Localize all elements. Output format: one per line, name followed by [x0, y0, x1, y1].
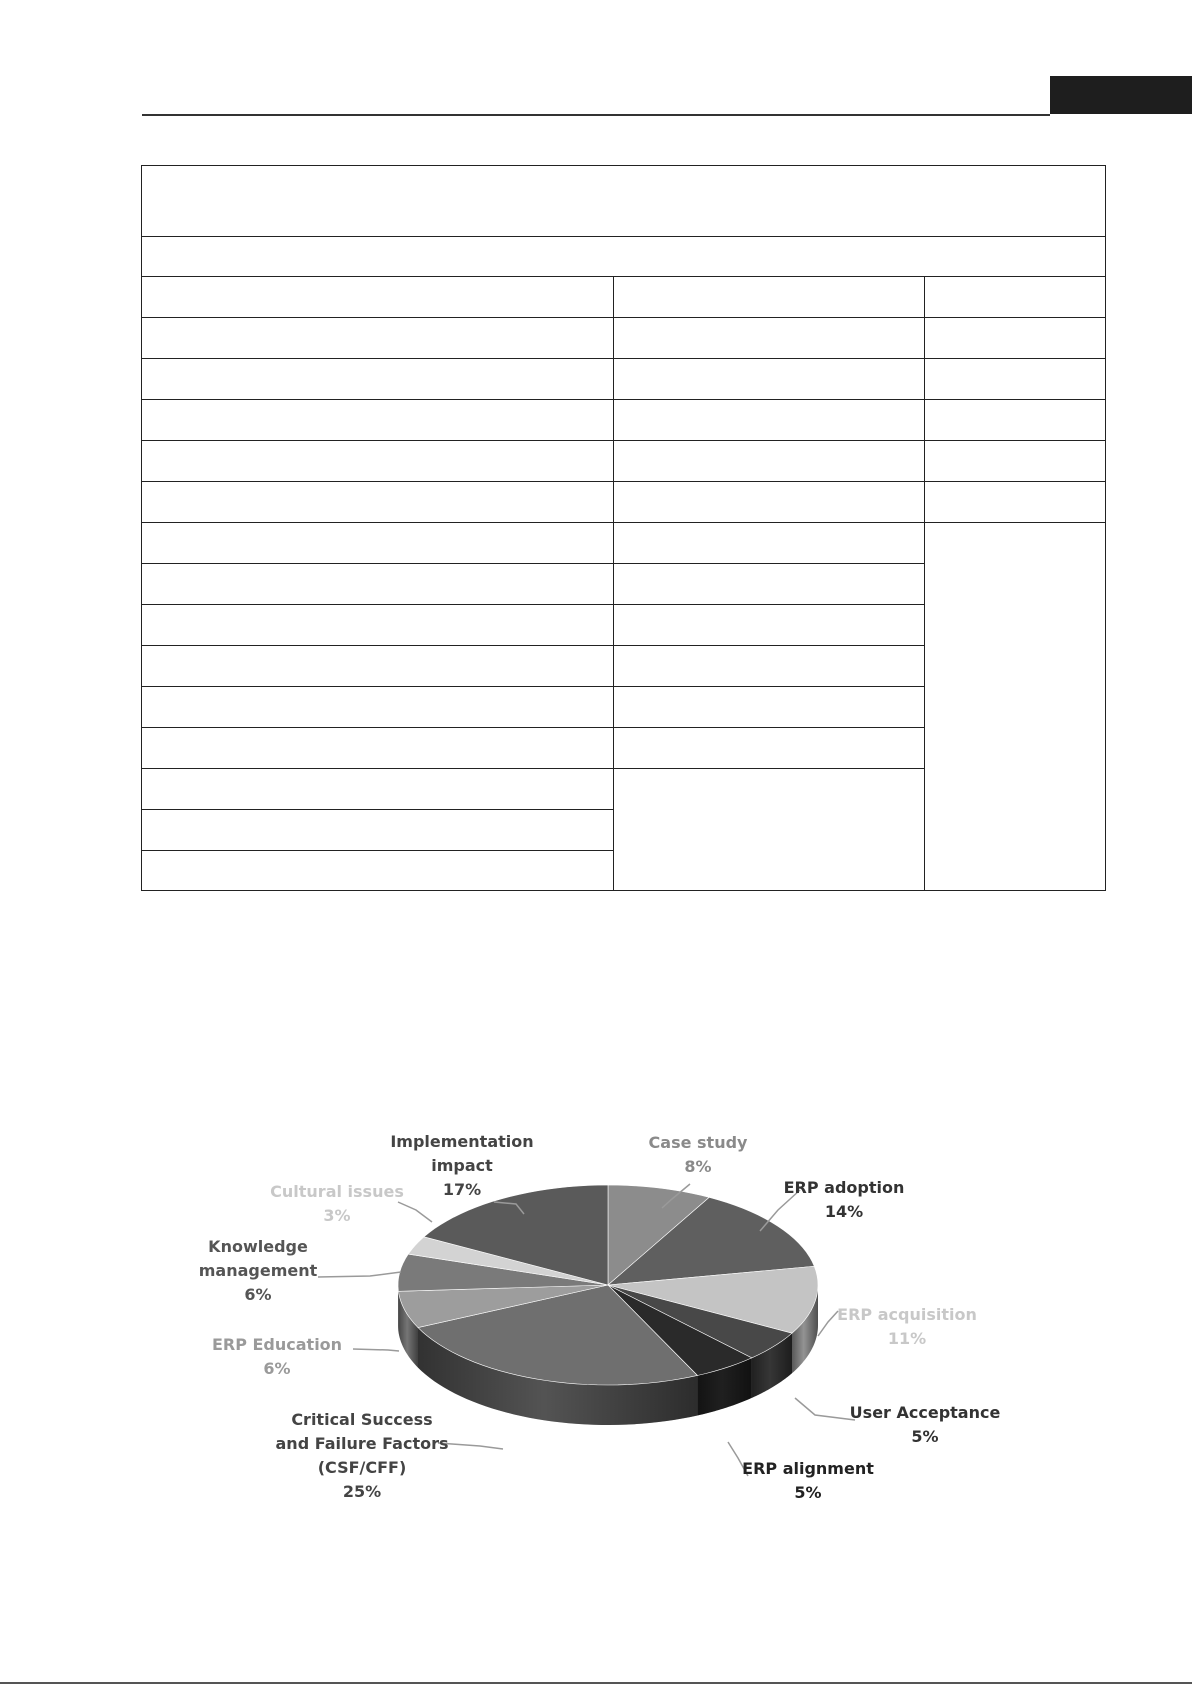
slice-label-text: Case study	[648, 1133, 748, 1152]
table-grid	[141, 165, 1106, 891]
table-cell	[142, 359, 614, 400]
table-cell	[614, 769, 925, 891]
table-cell	[142, 605, 614, 646]
table-cell	[925, 277, 1106, 318]
leader-line	[398, 1202, 432, 1222]
table-cell	[142, 441, 614, 482]
slice-label-text: Knowledge	[208, 1237, 308, 1256]
table-row	[142, 441, 1106, 482]
slice-label-text: ERP alignment	[742, 1459, 874, 1478]
table-cell	[142, 769, 614, 810]
table-cell	[142, 277, 614, 318]
slice-label-text: Cultural issues	[270, 1182, 404, 1201]
slice-percent-label: 25%	[342, 1482, 382, 1501]
slice-label-text: ERP adoption	[783, 1178, 905, 1197]
slice-label-text: and Failure Factors	[275, 1434, 449, 1453]
pie-tops	[398, 1185, 818, 1385]
table-cell	[614, 482, 925, 523]
leader-line	[318, 1272, 401, 1277]
table-cell	[925, 318, 1106, 359]
table-cell	[614, 318, 925, 359]
table-cell	[614, 441, 925, 482]
slice-percent-label: 5%	[794, 1483, 822, 1502]
table-cell	[142, 400, 614, 441]
table-row	[142, 318, 1106, 359]
table-cell	[142, 318, 614, 359]
table-cell	[142, 564, 614, 605]
slice-percent-label: 11%	[887, 1329, 927, 1348]
slice-label-text: management	[198, 1261, 318, 1280]
table-cell	[142, 728, 614, 769]
table-cell	[614, 564, 925, 605]
table-cell	[142, 482, 614, 523]
blank-table	[141, 165, 1106, 891]
table-cell	[925, 359, 1106, 400]
slice-percent-label: 3%	[323, 1206, 351, 1225]
table-row	[142, 166, 1106, 237]
table-cell	[614, 523, 925, 564]
slice-label-text: ERP Education	[211, 1335, 343, 1354]
leader-line	[353, 1349, 399, 1351]
slice-label-text: Critical Success	[291, 1410, 433, 1429]
table-row	[142, 400, 1106, 441]
table-cell	[925, 400, 1106, 441]
table-cell	[925, 441, 1106, 482]
table-cell	[142, 810, 614, 851]
slice-label-text: impact	[431, 1156, 493, 1175]
table-row	[142, 482, 1106, 523]
slice-label-text: (CSF/CFF)	[317, 1458, 407, 1477]
table-cell	[614, 277, 925, 318]
pie-chart	[0, 1100, 1192, 1540]
slice-percent-label: 5%	[911, 1427, 939, 1446]
table-cell	[142, 646, 614, 687]
table-row	[142, 359, 1106, 400]
slice-percent-label: 8%	[684, 1157, 712, 1176]
table-cell	[614, 646, 925, 687]
table-cell	[925, 482, 1106, 523]
table-cell	[142, 523, 614, 564]
slice-label-text: Implementation	[390, 1132, 534, 1151]
slice-percent-label: 6%	[263, 1359, 291, 1378]
slice-percent-label: 14%	[824, 1202, 864, 1221]
table-cell	[142, 166, 1106, 237]
table-cell	[142, 237, 1106, 277]
table-cell	[142, 851, 614, 891]
footer-rule	[0, 1682, 1192, 1684]
leader-line	[795, 1398, 855, 1420]
slice-percent-label: 6%	[244, 1285, 272, 1304]
slice-label-text: ERP acquisition	[837, 1305, 977, 1324]
slice-label-text: User Acceptance	[849, 1403, 1001, 1422]
table-row	[142, 237, 1106, 277]
header-rule	[142, 114, 1050, 116]
table-cell	[614, 605, 925, 646]
table-cell	[925, 523, 1106, 891]
table-row	[142, 277, 1106, 318]
table-cell	[614, 687, 925, 728]
table-cell	[614, 728, 925, 769]
leader-line	[818, 1311, 838, 1336]
slice-percent-label: 17%	[442, 1180, 482, 1199]
table-row	[142, 523, 1106, 564]
table-cell	[614, 359, 925, 400]
table-cell	[614, 400, 925, 441]
header-tab	[1050, 76, 1192, 114]
table-cell	[142, 687, 614, 728]
